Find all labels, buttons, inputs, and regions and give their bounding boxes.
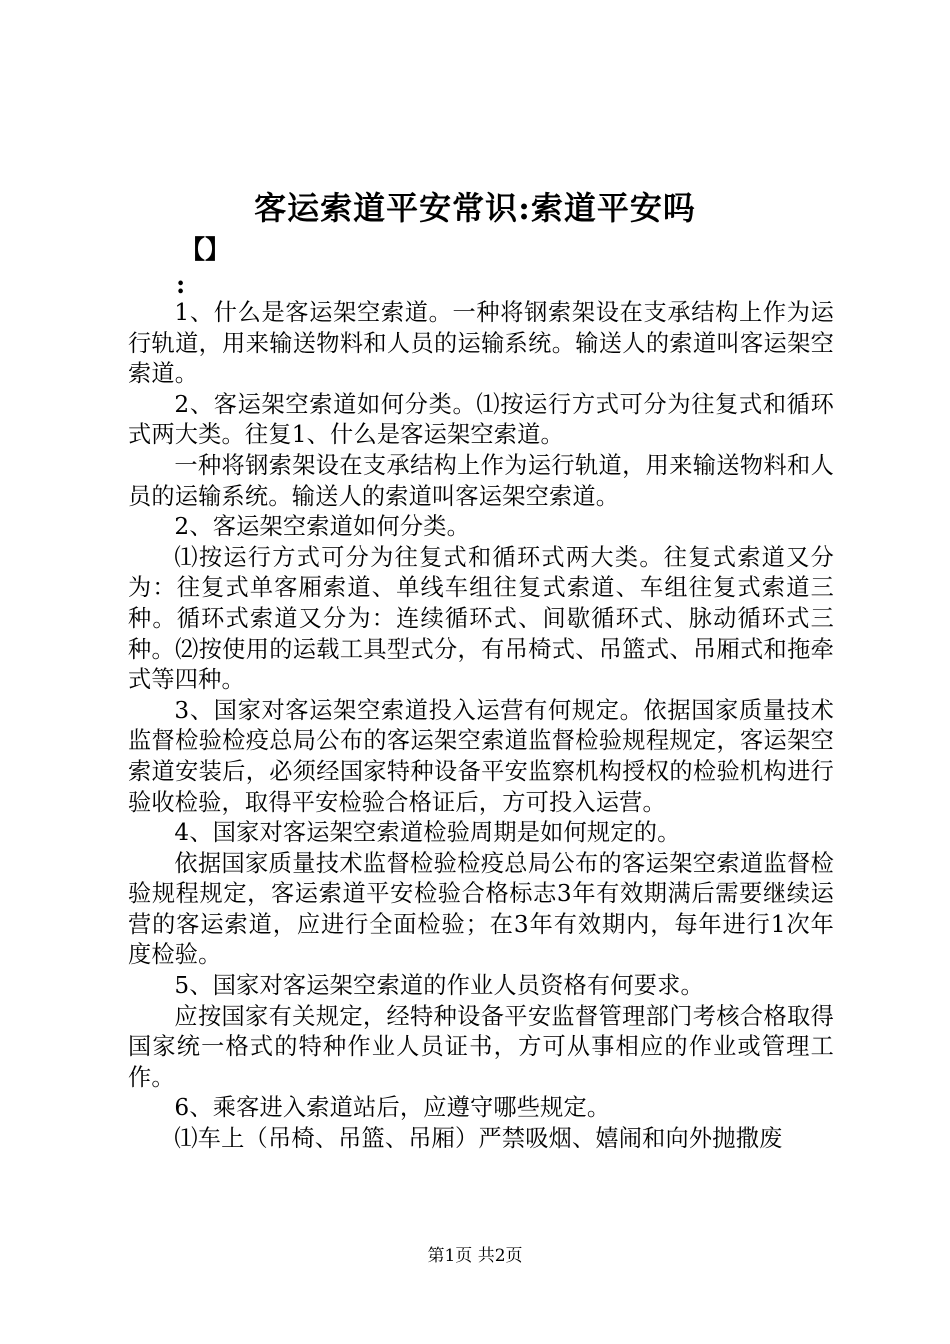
- colon-mark: :: [176, 270, 186, 299]
- paragraph: 依据国家质量技术监督检验检疫总局公布的客运架空索道监督检验规程规定，客运索道平安检验合格标志3年有效期满后需要继续运营的客运索道，应进行全面检验；在3年有效期内，每年进行1次年度检验。: [128, 849, 834, 969]
- paragraph: 应按国家有关规定，经特种设备平安监督管理部门考核合格取得国家统一格式的特种作业人员证书，方可从事相应的作业或管理工作。: [128, 1002, 834, 1091]
- paragraph: 6、乘客进入索道站后，应遵守哪些规定。: [174, 1094, 611, 1122]
- paragraph: 2、客运架空索道如何分类。⑴按运行方式可分为往复式和循环式两大类。往复1、什么是客运架空索道。: [128, 390, 834, 449]
- paragraph: ⑴按运行方式可分为往复式和循环式两大类。往复式索道又分为：往复式单客厢索道、单线车组往复式索道、车组往复式索道三种。循环式索道又分为：连续循环式、间歇循环式、脉动循环式三种。⑵按使用的运载工具型式分，有吊椅式、吊篮式、吊厢式和拖牵式等四种。: [128, 543, 834, 694]
- paragraph: 5、国家对客运架空索道的作业人员资格有何要求。: [174, 972, 704, 1000]
- paragraph: ⑴车上（吊椅、吊篮、吊厢）严禁吸烟、嬉闹和向外抛撒废: [174, 1125, 783, 1153]
- document-title: 客运索道平安常识:索道平安吗: [254, 189, 696, 227]
- paragraph: 一种将钢索架设在支承结构上作为运行轨道，用来输送物料和人员的运输系统。输送人的索道叫客运架空索道。: [128, 451, 834, 510]
- paragraph: 4、国家对客运架空索道检验周期是如何规定的。: [174, 819, 681, 847]
- paragraph: 2、客运架空索道如何分类。: [174, 513, 470, 541]
- empty-bracket-label: 【】: [180, 235, 231, 264]
- document-body: [128, 298, 834, 1155]
- page-number-footer: 第1页 共2页: [427, 1246, 523, 1266]
- paragraph: 1、什么是客运架空索道。一种将钢索架设在支承结构上作为运行轨道，用来输送物料和人员的运输系统。输送人的索道叫客运架空索道。: [128, 299, 834, 388]
- paragraph: 3、国家对客运架空索道投入运营有何规定。依据国家质量技术监督检验检疫总局公布的客运架空索道监督检验规程规定，客运架空索道安装后，必须经国家特种设备平安监察机构授权的检验机构进行验收检验，取得平安检验合格证后，方可投入运营。: [128, 696, 834, 816]
